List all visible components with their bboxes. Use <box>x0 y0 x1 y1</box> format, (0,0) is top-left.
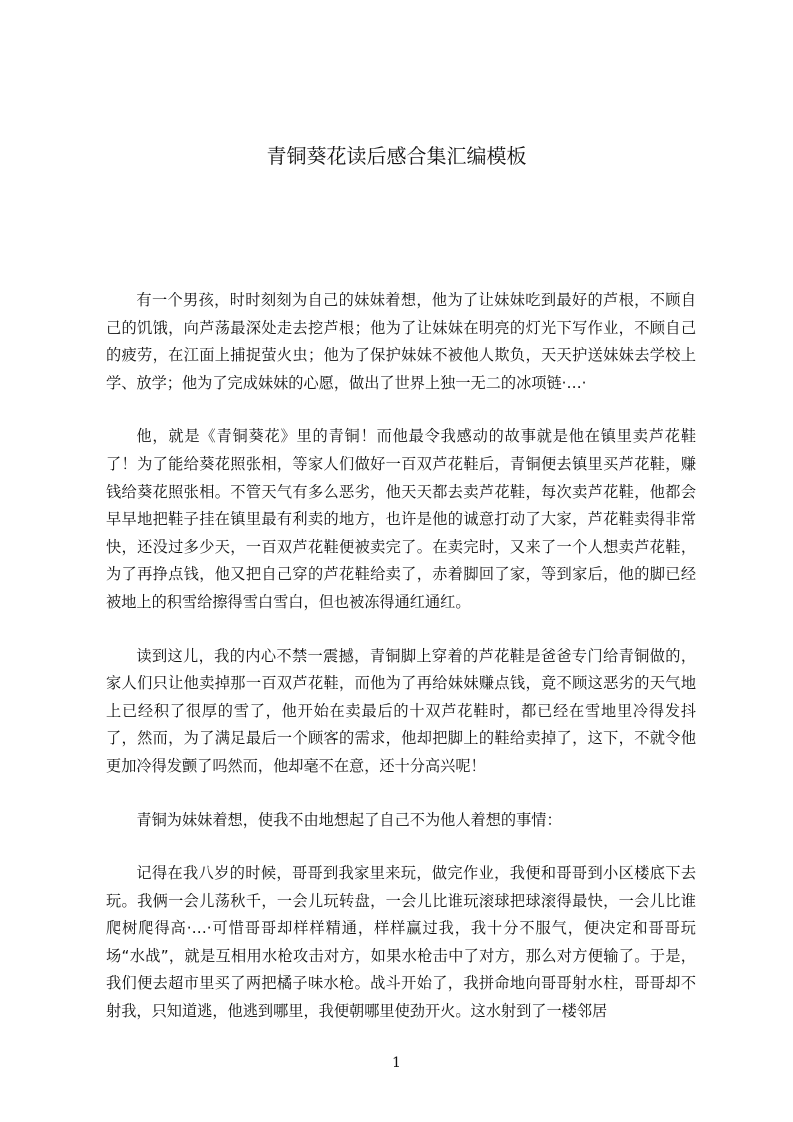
paragraph: 读到这儿，我的内心不禁一震撼，青铜脚上穿着的芦花鞋是爸爸专门给青铜做的，家人们只让他卖掉那一百双芦花鞋，而他为了再给妹妹赚点钱，竟不顾这恶劣的天气地上已经积了很厚的雪了，他开始在卖最后的十双芦花鞋时，都已经在雪地里冷得发抖了，然而，为了满足最后一个顾客的需求，他却把脚上的鞋给卖掉了，这下，不就令他更加冷得发颤了吗然而，他却毫不在意，还十分高兴呢！ <box>106 646 696 775</box>
paragraph: 青铜为妹妹着想，使我不由地想起了自己不为他人着想的事情： <box>136 810 562 829</box>
paragraph: 他，就是《青铜葵花》里的青铜！而他最令我感动的故事就是他在镇里卖芦花鞋了！为了能给葵花照张相，等家人们做好一百双芦花鞋后，青铜便去镇里买芦花鞋，赚钱给葵花照张相。不管天气有多么恶劣，他天天都去卖芦花鞋，每次卖芦花鞋，他都会早早地把鞋子挂在镇里最有利卖的地方，也许是他的诚意打动了大家，芦花鞋卖得非常快，还没过多少天，一百双芦花鞋便被卖完了。在卖完时，又来了一个人想卖芦花鞋，为了再挣点钱，他又把自己穿的芦花鞋给卖了，赤着脚回了家，等到家后，他的脚已经被地上的积雪给擦得雪白雪白，但也被冻得通红通红。 <box>106 427 696 611</box>
document-body <box>106 287 696 1052</box>
document-title: 青铜葵花读后感合集汇编模板 <box>266 144 527 168</box>
paragraph: 记得在我八岁的时候，哥哥到我家里来玩，做完作业，我便和哥哥到小区楼底下去玩。我俩一会儿荡秋千，一会儿玩转盘，一会儿比谁玩滚球把球滚得最快，一会儿比谁爬树爬得高·…·可惜哥哥却样样精通，样样赢过我，我十分不服气，便决定和哥哥玩场“水战”，就是互相用水枪攻击对方，如果水枪击中了对方，那么对方便输了。于是，我们便去超市里买了两把橘子味水枪。战斗开始了，我拼命地向哥哥射水柱，哥哥却不射我，只知道逃，他逃到哪里，我便朝哪里使劲开火。这水射到了一楼邻居 <box>106 864 696 1021</box>
paragraph: 有一个男孩，时时刻刻为自己的妹妹着想，他为了让妹妹吃到最好的芦根，不顾自己的饥饿，向芦荡最深处走去挖芦根；他为了让妹妹在明亮的灯光下写作业，不顾自己的疲劳，在江面上捕捉萤火虫；他为了保护妹妹不被他人欺负，天天护送妹妹去学校上学、放学；他为了完成妹妹的心愿，做出了世界上独一无二的冰项链·…· <box>106 291 696 392</box>
page-number: 1 <box>392 1055 401 1071</box>
